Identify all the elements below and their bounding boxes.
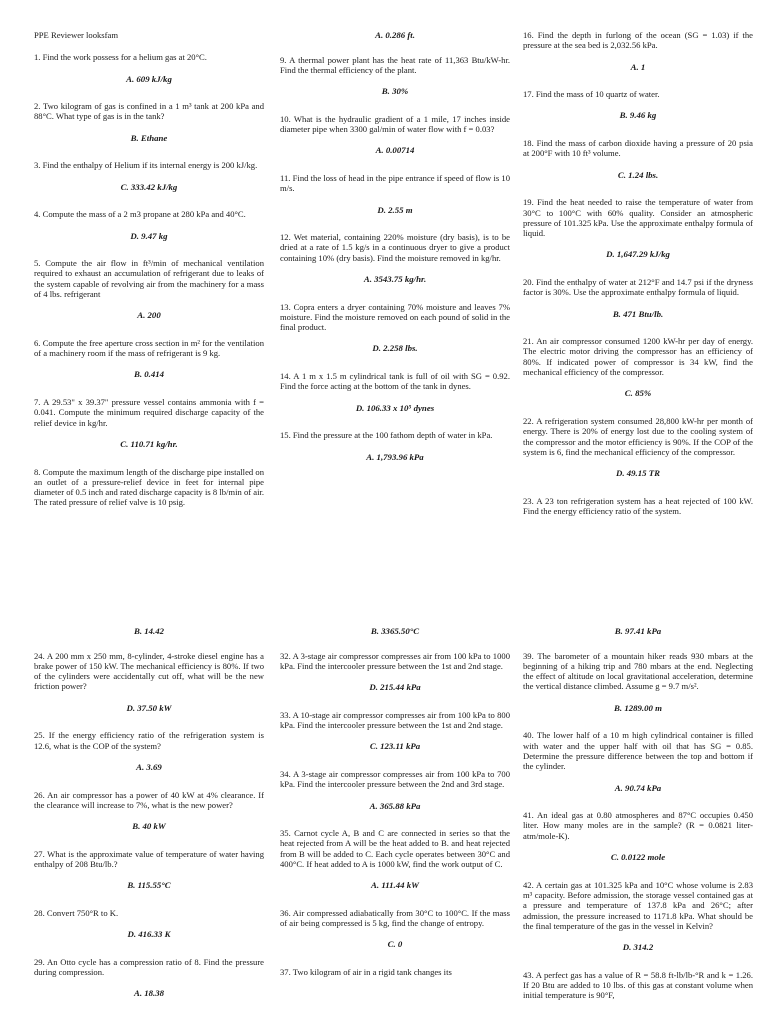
answer-text: D. 215.44 kPa: [369, 682, 421, 693]
answer-text: C. 1.24 lbs.: [617, 169, 659, 180]
question-text: 35. Carnot cycle A, B and C are connected in series so that the heat rejected from A will be the heat added to B. and heat rejected from B will be added to C. Each cycle operates between 30°C and 400°C. If heat added to A is 1000 kW, find the work output of C.: [280, 828, 513, 869]
answer-text: D. 314.2: [622, 942, 654, 953]
answer-text: C. 333.42 kJ/kg: [120, 181, 178, 192]
column-2-bottom: [280, 626, 513, 978]
answer-text: B. 9.46 kg: [619, 110, 657, 121]
question-text: 2. Two kilogram of gas is confined in a 1 m³ tank at 200 kPa and 88°C. What type of gas is in the tank?: [34, 101, 267, 122]
question-text: 13. Copra enters a dryer containing 70% moisture and leaves 7% moisture. Find the moisture removed on each pound of solid in the final product.: [280, 301, 513, 333]
answer-text: C. 110.71 kg/hr.: [120, 438, 178, 449]
answer-text: C. 0: [387, 939, 403, 950]
question-text: 36. Air compressed adiabatically from 30°C to 100°C. If the mass of air being compressed is 5 kg, find the change of entropy.: [280, 907, 513, 929]
question-text: 41. An ideal gas at 0.80 atmospheres and 87°C occupies 0.450 liter. How many moles are in the sample? (R = 0.0821 liter-atm/mole-K).: [523, 810, 756, 841]
answer-text: D. 2.55 m: [377, 204, 413, 215]
answer-text: D. 2.258 lbs.: [372, 343, 418, 354]
answer-text: A. 18.38: [133, 988, 165, 999]
question-text: 16. Find the depth in furlong of the ocean (SG = 1.03) if the pressure at the sea bed is 2,032.56 kPa.: [523, 30, 756, 51]
answer-text: B. 3365.50°C: [370, 626, 420, 636]
question-text: 7. A 29.53" x 39.37" pressure vessel contains ammonia with f = 0.041. Compute the minimum required discharge capacity of the relief device in kg/hr.: [34, 397, 267, 428]
question-text: 6. Compute the free aperture cross section in m² for the ventilation of a machinery room if the mass of refrigerant is 9 kg.: [34, 337, 267, 359]
answer-text: D. 49.15 TR: [616, 468, 660, 479]
answer-text: D. 37.50 kW: [126, 702, 172, 713]
question-text: 14. A 1 m x 1.5 m cylindrical tank is full of oil with SG = 0.92. Find the force acting at the bottom of the tank in dynes.: [280, 371, 513, 392]
question-text: 27. What is the approximate value of temperature of water having enthalpy of 208 Btu/lb.?: [34, 848, 267, 869]
question-text: 19. Find the heat needed to raise the temperature of water from 30°C to 100°C with 60% quality. Consider an atmospheric pressure of 101.325 kPa. Use the approximate enthalpy formula of liquid.: [523, 197, 756, 239]
answer-text: D. 1,647.29 kJ/kg: [606, 249, 670, 260]
column-1-bottom: [34, 626, 267, 1016]
answer-text: B. 40 kW: [132, 821, 166, 832]
answer-text: A. 0.00714: [375, 145, 415, 156]
answer-text: B. 115.55°C: [127, 880, 171, 891]
column-2-top: [280, 30, 513, 479]
question-text: 4. Compute the mass of a 2 m3 propane at 280 kPa and 40°C.: [34, 209, 246, 220]
answer-text: B. 0.414: [133, 369, 165, 380]
question-text: 43. A perfect gas has a value of R = 58.8 ft-lb/lb-°R and k = 1.26. If 20 Btu are added to 10 lbs. of this gas at constant volume when initial temperature is 90°F,: [523, 969, 756, 1001]
question-list: [280, 626, 513, 978]
question-text: 12. Wet material, containing 220% moisture (dry basis), is to be dried at a rate of 1.5 kg/s in a continuous dryer to give a product containing 10% (dry basis). Find the moisture removed in kg/hr.: [280, 232, 513, 263]
answer-text: D. 106.33 x 10⁵ dynes: [355, 402, 435, 413]
answer-text: B. 97.41 kPa: [614, 626, 662, 636]
question-text: 1. Find the work possess for a helium gas at 20°C.: [34, 52, 207, 63]
answer-text: D. 9.47 kg: [130, 230, 168, 241]
answer-text: B. 471 Btu/lb.: [612, 308, 664, 319]
answer-text: A. 111.44 kW: [371, 880, 419, 891]
question-text: 23. A 23 ton refrigeration system has a heat rejected of 100 kW. Find the energy efficiency ratio of the system.: [523, 495, 756, 517]
question-text: 40. The lower half of a 10 m high cylindrical container is filled with water and the upper half with oil that has SG = 0.85. Determine the pressure difference between the top and bottom if the cylinder.: [523, 730, 756, 772]
question-text: 17. Find the mass of 10 quartz of water.: [523, 89, 660, 100]
question-text: 37. Two kilogram of air in a rigid tank changes its: [280, 967, 452, 978]
question-text: 18. Find the mass of carbon dioxide having a pressure of 20 psia at 200°F with 10 ft³ volume.: [523, 138, 756, 159]
question-text: 34. A 3-stage air compressor compresses air from 100 kPa to 700 kPa. Find the intercooler pressure between the 2nd and 3rd stage.: [280, 768, 513, 790]
answer-text: A. 1: [630, 61, 646, 72]
question-text: 9. A thermal power plant has the heat rate of 11,363 Btu/kW-hr. Find the thermal efficiency of the plant.: [280, 54, 513, 75]
question-text: 25. If the energy efficiency ratio of the refrigeration system is 12.6, what is the COP of the system?: [34, 730, 267, 751]
question-list: [523, 626, 756, 1001]
answer-text: C. 85%: [624, 388, 652, 399]
answer-text: C. 0.0122 mole: [610, 852, 666, 863]
question-text: 22. A refrigeration system consumed 28,800 kW-hr per month of energy. There is 20% of energy lost due to the cooling system of the compressor and the motor efficiency is 90%. If the COP of the system is 6, find the mechanical efficiency of the compressor.: [523, 415, 756, 457]
column-3-bottom: [523, 626, 756, 1001]
column-1-top: [34, 30, 267, 508]
question-text: 24. A 200 mm x 250 mm, 8-cylinder, 4-stroke diesel engine has a brake power of 150 kW. The mechanical efficiency is 80%. If two of the cylinders were accidentally cut off, what will be the new friction power?: [34, 650, 267, 692]
answer-text: A. 3.69: [136, 761, 162, 772]
question-text: 21. An air compressor consumed 1200 kW-hr per day of energy. The electric motor driving the compressor has an efficiency of 80%. If indicated power of compressor is 34 kW, find the mechanical efficiency of the compressor.: [523, 336, 756, 378]
question-text: 3. Find the enthalpy of Helium if its internal energy is 200 kJ/kg.: [34, 160, 258, 171]
question-text: 28. Convert 750°R to K.: [34, 907, 119, 918]
question-list: [280, 30, 513, 462]
question-text: 42. A certain gas at 101.325 kPa and 10°C whose volume is 2.83 m³ capacity. Before admission, the storage vessel contained gas at a pressure and temperature of 137.8 kPa and 26°C; after admission, the pressure increased to 1171.8 kPa. What should be the final temperature of the gas in the vessel in Kelvin?: [523, 879, 756, 931]
question-list: [34, 626, 267, 999]
question-text: 26. An air compressor has a power of 40 kW at 4% clearance. If the clearance will increase to 7%, what is the new power?: [34, 789, 267, 810]
question-text: 32. A 3-stage air compressor compresses air from 100 kPa to 1000 kPa. Find the intercooler pressure between the 1st and 2nd stage.: [280, 650, 513, 671]
question-text: 20. Find the enthalpy of water at 212°F and 14.7 psi if the dryness factor is 30%. Use the approximate enthalpy formula of liquid.: [523, 277, 756, 298]
answer-text: B. 14.42: [133, 626, 165, 636]
question-list: [523, 30, 756, 517]
question-text: 10. What is the hydraulic gradient of a 1 mile, 17 inches inside diameter pipe when 3300 gal/min of water flow with f = 0.03?: [280, 113, 513, 135]
question-text: 8. Compute the maximum length of the discharge pipe installed on an outlet of a pressure-relief device in feet for internal pipe diameter of 0.5 inch and rated discharge capacity is 8 lb/min of air. The rated pressure of relief valve is 10 psig.: [34, 466, 267, 508]
answer-text: A. 3543.75 kg/hr.: [363, 274, 427, 284]
answer-text: C. 123.11 kPa: [369, 741, 421, 752]
question-text: 39. The barometer of a mountain hiker reads 930 mbars at the beginning of a hiking trip and 780 mbars at the end. Neglecting the effect of altitude on local gravitational acceleration, determine the vertical distance climbed. Assume g = 9.7 m/s².: [523, 650, 756, 692]
question-text: 11. Find the loss of head in the pipe entrance if speed of flow is 10 m/s.: [280, 172, 513, 194]
answer-text: D. 416.33 K: [127, 929, 171, 940]
answer-text: A. 200: [137, 310, 161, 321]
answer-text: A. 0.286 ft.: [375, 30, 415, 40]
answer-text: A. 365.88 kPa: [369, 800, 421, 811]
answer-text: A. 609 kJ/kg: [126, 73, 172, 84]
question-list: [34, 52, 267, 508]
document-title: PPE Reviewer looksfam: [34, 30, 119, 40]
question-text: 15. Find the pressure at the 100 fathom depth of water in kPa.: [280, 430, 493, 441]
question-text: 5. Compute the air flow in ft³/min of mechanical ventilation required to exhaust an accumulation of refrigerant due to leaks of the system capable of revolving air from the machinery for a mass of 4 lbs. refrigerant: [34, 258, 267, 299]
answer-text: A. 90.74 kPa: [614, 782, 662, 793]
answer-text: B. 30%: [381, 86, 409, 97]
answer-text: B. Ethane: [130, 132, 168, 143]
answer-text: B. 1289.00 m: [614, 702, 662, 713]
question-text: 29. An Otto cycle has a compression ratio of 8. Find the pressure during compression.: [34, 956, 267, 978]
question-text: 33. A 10-stage air compressor compresses air from 100 kPa to 800 kPa. Find the intercooler pressure between the 1st and 2nd stage.: [280, 709, 513, 731]
column-3-top: [523, 30, 756, 517]
answer-text: A. 1,793.96 kPa: [366, 451, 424, 462]
